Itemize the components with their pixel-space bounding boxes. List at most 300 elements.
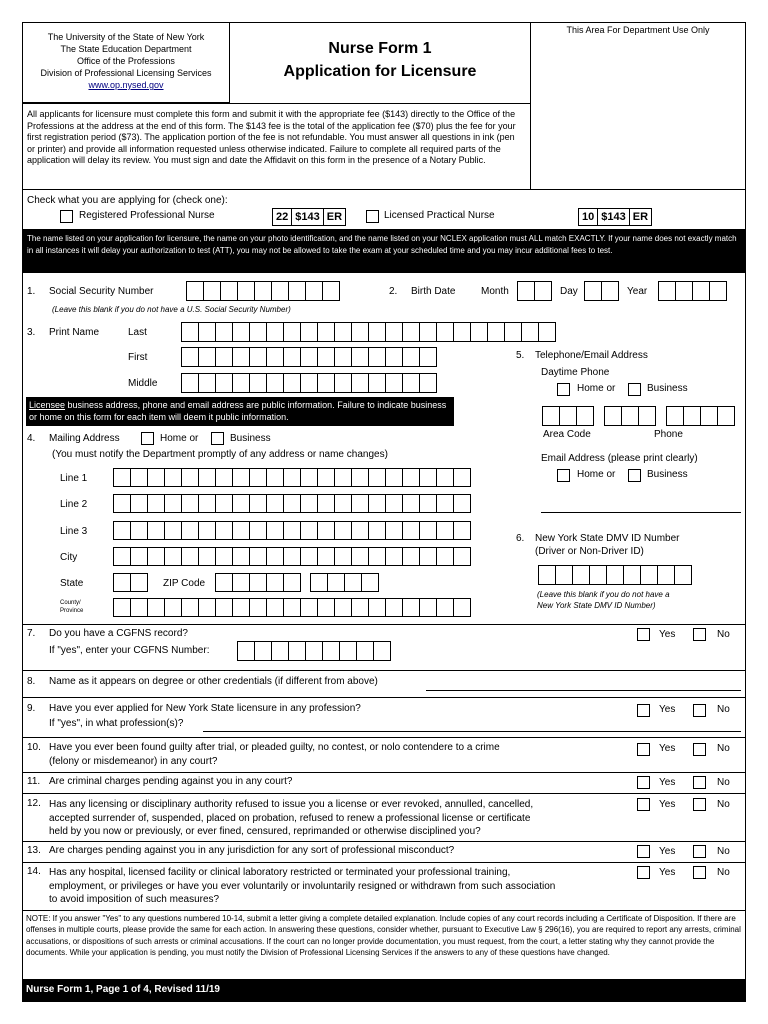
- county-boxes[interactable]: [113, 598, 471, 617]
- char-box[interactable]: [283, 521, 301, 540]
- char-box[interactable]: [368, 347, 386, 367]
- area-code-boxes[interactable]: [542, 406, 594, 426]
- char-box[interactable]: [113, 598, 131, 617]
- char-box[interactable]: [232, 494, 250, 513]
- char-box[interactable]: [666, 406, 684, 426]
- char-box[interactable]: [198, 547, 216, 566]
- char-box[interactable]: [453, 521, 471, 540]
- char-box[interactable]: [368, 373, 386, 393]
- char-box[interactable]: [334, 347, 352, 367]
- q10-yes-label: Yes: [659, 743, 676, 754]
- char-box[interactable]: [572, 565, 590, 585]
- agency-line: The State Education Department: [60, 44, 192, 54]
- zip5-boxes[interactable]: [215, 573, 301, 592]
- char-box[interactable]: [181, 322, 199, 342]
- char-box[interactable]: [351, 494, 369, 513]
- zip4-boxes[interactable]: [310, 573, 379, 592]
- q12-yes-checkbox[interactable]: [637, 798, 650, 811]
- char-box[interactable]: [453, 494, 471, 513]
- q9-input-line[interactable]: [203, 731, 741, 732]
- char-box[interactable]: [203, 281, 221, 301]
- char-box[interactable]: [334, 468, 352, 487]
- address-line3-boxes[interactable]: [113, 521, 471, 540]
- char-box[interactable]: [215, 521, 233, 540]
- q11-no-checkbox[interactable]: [693, 776, 706, 789]
- char-box[interactable]: [266, 598, 284, 617]
- middle-name-boxes[interactable]: [181, 373, 437, 393]
- char-box[interactable]: [555, 565, 573, 585]
- char-box[interactable]: [113, 494, 131, 513]
- char-box[interactable]: [198, 494, 216, 513]
- phone-home-label: Home or: [577, 383, 616, 394]
- char-box[interactable]: [283, 494, 301, 513]
- q9-sub: If "yes", in what profession(s)?: [49, 718, 184, 729]
- char-box[interactable]: [300, 322, 318, 342]
- char-box[interactable]: [283, 373, 301, 393]
- char-box[interactable]: [249, 468, 267, 487]
- q7-sub: If "yes", enter your CGFNS Number:: [49, 645, 210, 656]
- char-box[interactable]: [271, 281, 289, 301]
- char-box[interactable]: [436, 494, 454, 513]
- char-box[interactable]: [402, 598, 420, 617]
- char-box[interactable]: [385, 322, 403, 342]
- year-label: Year: [627, 286, 648, 297]
- char-box[interactable]: [317, 373, 335, 393]
- q14-yes-label: Yes: [659, 867, 676, 878]
- char-box[interactable]: [215, 547, 233, 566]
- phone-home-checkbox[interactable]: [557, 383, 570, 396]
- q13-yes-label: Yes: [659, 846, 676, 857]
- char-box[interactable]: [385, 373, 403, 393]
- char-box[interactable]: [181, 468, 199, 487]
- char-box[interactable]: [317, 494, 335, 513]
- char-box[interactable]: [271, 641, 289, 661]
- email-input-line[interactable]: [541, 512, 741, 513]
- char-box[interactable]: [368, 598, 386, 617]
- char-box[interactable]: [339, 641, 357, 661]
- char-box[interactable]: [419, 521, 437, 540]
- char-box[interactable]: [232, 598, 250, 617]
- q13-yes-checkbox[interactable]: [637, 845, 650, 858]
- char-box[interactable]: [334, 598, 352, 617]
- char-box[interactable]: [300, 547, 318, 566]
- char-box[interactable]: [215, 598, 233, 617]
- char-box[interactable]: [232, 573, 250, 592]
- first-name-boxes[interactable]: [181, 347, 437, 367]
- char-box[interactable]: [334, 373, 352, 393]
- char-box[interactable]: [300, 347, 318, 367]
- q12-no-label: No: [717, 799, 730, 810]
- char-box[interactable]: [266, 373, 284, 393]
- char-box[interactable]: [385, 521, 403, 540]
- char-box[interactable]: [419, 373, 437, 393]
- q1-note: (Leave this blank if you do not have a U.S. Social Security Number): [52, 305, 291, 314]
- dmv-id-boxes[interactable]: [538, 565, 692, 585]
- char-box[interactable]: [674, 565, 692, 585]
- city-boxes[interactable]: [113, 547, 471, 566]
- divider: [22, 670, 746, 671]
- char-box[interactable]: [130, 573, 148, 592]
- char-box[interactable]: [266, 347, 284, 367]
- phone-label: Phone: [654, 429, 683, 440]
- char-box[interactable]: [237, 641, 255, 661]
- char-box[interactable]: [198, 521, 216, 540]
- char-box[interactable]: [606, 565, 624, 585]
- char-box[interactable]: [368, 547, 386, 566]
- char-box[interactable]: [215, 373, 233, 393]
- char-box[interactable]: [164, 468, 182, 487]
- char-box[interactable]: [283, 598, 301, 617]
- zip-label: ZIP Code: [163, 578, 206, 589]
- char-box[interactable]: [147, 598, 165, 617]
- rn-checkbox[interactable]: [60, 210, 73, 223]
- year-boxes[interactable]: [658, 281, 727, 301]
- char-box[interactable]: [402, 521, 420, 540]
- char-box[interactable]: [402, 494, 420, 513]
- lpn-fee-code: [578, 208, 652, 226]
- q3-num: 3.: [27, 327, 36, 338]
- char-box[interactable]: [317, 322, 335, 342]
- char-box[interactable]: [283, 547, 301, 566]
- char-box[interactable]: [198, 468, 216, 487]
- char-box[interactable]: [249, 494, 267, 513]
- q10-yes-checkbox[interactable]: [637, 743, 650, 756]
- char-box[interactable]: [453, 322, 471, 342]
- q12-no-checkbox[interactable]: [693, 798, 706, 811]
- char-box[interactable]: [288, 641, 306, 661]
- char-box[interactable]: [351, 468, 369, 487]
- char-box[interactable]: [453, 598, 471, 617]
- char-box[interactable]: [385, 347, 403, 367]
- char-box[interactable]: [147, 494, 165, 513]
- char-box[interactable]: [436, 468, 454, 487]
- q10-no-checkbox[interactable]: [693, 743, 706, 756]
- line3-label: Line 3: [60, 526, 88, 537]
- day-boxes[interactable]: [584, 281, 619, 301]
- char-box[interactable]: [266, 468, 284, 487]
- q7-yes-checkbox[interactable]: [637, 628, 650, 641]
- char-box[interactable]: [402, 347, 420, 367]
- licensee-word: Licensee: [29, 400, 66, 410]
- q12-line: held by you now or previously, or ever fined, censured, reprimanded or otherwise disciplined you?: [49, 826, 481, 837]
- email-business-checkbox[interactable]: [628, 469, 641, 482]
- char-box[interactable]: [419, 322, 437, 342]
- last-name-boxes[interactable]: [181, 322, 556, 342]
- char-box[interactable]: [266, 573, 284, 592]
- char-box[interactable]: [300, 468, 318, 487]
- char-box[interactable]: [249, 347, 267, 367]
- char-box[interactable]: [419, 468, 437, 487]
- char-box[interactable]: [640, 565, 658, 585]
- char-box[interactable]: [215, 468, 233, 487]
- char-box[interactable]: [436, 521, 454, 540]
- char-box[interactable]: [351, 373, 369, 393]
- q6-label: New York State DMV ID Number: [535, 533, 680, 544]
- char-box[interactable]: [317, 598, 335, 617]
- char-box[interactable]: [322, 641, 340, 661]
- char-box[interactable]: [576, 406, 594, 426]
- char-box[interactable]: [266, 547, 284, 566]
- char-box[interactable]: [288, 281, 306, 301]
- char-box[interactable]: [300, 598, 318, 617]
- char-box[interactable]: [559, 406, 577, 426]
- q7-no-label: No: [717, 629, 730, 640]
- char-box[interactable]: [334, 494, 352, 513]
- q11-yes-checkbox[interactable]: [637, 776, 650, 789]
- char-box[interactable]: [130, 494, 148, 513]
- char-box[interactable]: [658, 281, 676, 301]
- q10-text: Have you ever been found guilty after trial, or pleaded guilty, no contest, or nolo contendere to a crime: [49, 742, 500, 753]
- char-box[interactable]: [692, 281, 710, 301]
- q13-no-checkbox[interactable]: [693, 845, 706, 858]
- char-box[interactable]: [317, 347, 335, 367]
- char-box[interactable]: [385, 547, 403, 566]
- char-box[interactable]: [402, 373, 420, 393]
- char-box[interactable]: [717, 406, 735, 426]
- char-box[interactable]: [254, 641, 272, 661]
- char-box[interactable]: [419, 347, 437, 367]
- char-box[interactable]: [181, 521, 199, 540]
- char-box[interactable]: [351, 322, 369, 342]
- char-box[interactable]: [300, 373, 318, 393]
- char-box[interactable]: [254, 281, 272, 301]
- char-box[interactable]: [517, 281, 535, 301]
- char-box[interactable]: [249, 573, 267, 592]
- char-box[interactable]: [542, 406, 560, 426]
- phone-business-checkbox[interactable]: [628, 383, 641, 396]
- q9-no-checkbox[interactable]: [693, 704, 706, 717]
- char-box[interactable]: [317, 468, 335, 487]
- char-box[interactable]: [504, 322, 522, 342]
- char-box[interactable]: [709, 281, 727, 301]
- char-box[interactable]: [683, 406, 701, 426]
- char-box[interactable]: [232, 347, 250, 367]
- char-box[interactable]: [351, 347, 369, 367]
- char-box[interactable]: [419, 598, 437, 617]
- cgfns-boxes[interactable]: [237, 641, 391, 661]
- apply-prompt: Check what you are applying for (check one):: [27, 195, 228, 206]
- q11-yes-label: Yes: [659, 777, 676, 788]
- char-box[interactable]: [368, 322, 386, 342]
- char-box[interactable]: [198, 598, 216, 617]
- char-box[interactable]: [601, 281, 619, 301]
- char-box[interactable]: [453, 468, 471, 487]
- char-box[interactable]: [334, 521, 352, 540]
- char-box[interactable]: [351, 521, 369, 540]
- char-box[interactable]: [351, 547, 369, 566]
- char-box[interactable]: [361, 573, 379, 592]
- char-box[interactable]: [215, 494, 233, 513]
- char-box[interactable]: [232, 373, 250, 393]
- q14-no-checkbox[interactable]: [693, 866, 706, 879]
- char-box[interactable]: [538, 322, 556, 342]
- char-box[interactable]: [344, 573, 362, 592]
- lpn-checkbox[interactable]: [366, 210, 379, 223]
- address-line1-boxes[interactable]: [113, 468, 471, 487]
- char-box[interactable]: [402, 322, 420, 342]
- char-box[interactable]: [368, 521, 386, 540]
- month-label: Month: [481, 286, 509, 297]
- char-box[interactable]: [249, 521, 267, 540]
- char-box[interactable]: [385, 494, 403, 513]
- char-box[interactable]: [436, 598, 454, 617]
- rn-fee-code: [272, 208, 346, 226]
- char-box[interactable]: [334, 547, 352, 566]
- char-box[interactable]: [300, 521, 318, 540]
- char-box[interactable]: [356, 641, 374, 661]
- q12-line: accepted surrender of, suspended, placed on probation, refused to renew a professional license or certificate: [49, 812, 531, 824]
- char-box[interactable]: [453, 547, 471, 566]
- char-box[interactable]: [521, 322, 539, 342]
- phone-prefix-boxes[interactable]: [604, 406, 656, 426]
- state-boxes[interactable]: [113, 573, 148, 592]
- q6-note-line: (Leave this blank if you do not have a: [537, 590, 670, 599]
- char-box[interactable]: [584, 281, 602, 301]
- address-line2-boxes[interactable]: [113, 494, 471, 513]
- char-box[interactable]: [164, 494, 182, 513]
- email-label: Email Address (please print clearly): [541, 453, 698, 464]
- month-boxes[interactable]: [517, 281, 552, 301]
- char-box[interactable]: [181, 373, 199, 393]
- char-box[interactable]: [385, 468, 403, 487]
- q9-yes-checkbox[interactable]: [637, 704, 650, 717]
- mail-business-label: Business: [230, 433, 271, 444]
- char-box[interactable]: [700, 406, 718, 426]
- char-box[interactable]: [657, 565, 675, 585]
- char-box[interactable]: [164, 547, 182, 566]
- char-box[interactable]: [266, 322, 284, 342]
- q7-no-checkbox[interactable]: [693, 628, 706, 641]
- mail-home-checkbox[interactable]: [141, 432, 154, 445]
- ssn-boxes[interactable]: [186, 281, 340, 301]
- char-box[interactable]: [604, 406, 622, 426]
- char-box[interactable]: [675, 281, 693, 301]
- char-box[interactable]: [470, 322, 488, 342]
- char-box[interactable]: [283, 573, 301, 592]
- char-box[interactable]: [419, 494, 437, 513]
- char-box[interactable]: [181, 347, 199, 367]
- q9-no-label: No: [717, 704, 730, 715]
- char-box[interactable]: [402, 468, 420, 487]
- char-box[interactable]: [215, 573, 233, 592]
- char-box[interactable]: [534, 281, 552, 301]
- char-box[interactable]: [283, 347, 301, 367]
- agency-block: [24, 31, 228, 91]
- char-box[interactable]: [232, 322, 250, 342]
- char-box[interactable]: [164, 598, 182, 617]
- char-box[interactable]: [147, 468, 165, 487]
- char-box[interactable]: [198, 347, 216, 367]
- phone-line-boxes[interactable]: [666, 406, 735, 426]
- code-cell: 22: [273, 209, 292, 225]
- char-box[interactable]: [638, 406, 656, 426]
- char-box[interactable]: [113, 468, 131, 487]
- char-box[interactable]: [130, 468, 148, 487]
- footer-bar: Nurse Form 1, Page 1 of 4, Revised 11/19: [22, 979, 746, 1002]
- char-box[interactable]: [419, 547, 437, 566]
- county-label: [60, 599, 83, 615]
- char-box[interactable]: [373, 641, 391, 661]
- char-box[interactable]: [266, 494, 284, 513]
- mail-business-checkbox[interactable]: [211, 432, 224, 445]
- char-box[interactable]: [181, 494, 199, 513]
- char-box[interactable]: [300, 494, 318, 513]
- char-box[interactable]: [232, 468, 250, 487]
- website-link[interactable]: www.op.nysed.gov: [88, 80, 164, 90]
- char-box[interactable]: [334, 322, 352, 342]
- char-box[interactable]: [198, 373, 216, 393]
- char-box[interactable]: [198, 322, 216, 342]
- q10-sub: (felony or misdemeanor) in any court?: [49, 756, 218, 767]
- char-box[interactable]: [623, 565, 641, 585]
- char-box[interactable]: [164, 521, 182, 540]
- char-box[interactable]: [305, 641, 323, 661]
- q1-num: 1.: [27, 286, 36, 297]
- char-box[interactable]: [317, 521, 335, 540]
- char-box[interactable]: [283, 322, 301, 342]
- char-box[interactable]: [368, 494, 386, 513]
- char-box[interactable]: [130, 547, 148, 566]
- char-box[interactable]: [368, 468, 386, 487]
- q6-num: 6.: [516, 533, 525, 544]
- char-box[interactable]: [215, 322, 233, 342]
- char-box[interactable]: [147, 547, 165, 566]
- char-box[interactable]: [487, 322, 505, 342]
- char-box[interactable]: [249, 322, 267, 342]
- char-box[interactable]: [113, 547, 131, 566]
- char-box[interactable]: [237, 281, 255, 301]
- char-box[interactable]: [589, 565, 607, 585]
- char-box[interactable]: [402, 547, 420, 566]
- char-box[interactable]: [181, 547, 199, 566]
- char-box[interactable]: [249, 373, 267, 393]
- char-box[interactable]: [232, 547, 250, 566]
- char-box[interactable]: [322, 281, 340, 301]
- char-box[interactable]: [266, 521, 284, 540]
- q14-text: [49, 866, 555, 907]
- char-box[interactable]: [436, 322, 454, 342]
- char-box[interactable]: [621, 406, 639, 426]
- char-box[interactable]: [186, 281, 204, 301]
- q8-input-line[interactable]: [426, 690, 741, 691]
- q13-num: 13.: [27, 845, 41, 856]
- char-box[interactable]: [538, 565, 556, 585]
- char-box[interactable]: [220, 281, 238, 301]
- char-box[interactable]: [147, 521, 165, 540]
- char-box[interactable]: [249, 547, 267, 566]
- char-box[interactable]: [215, 347, 233, 367]
- char-box[interactable]: [310, 573, 328, 592]
- char-box[interactable]: [181, 598, 199, 617]
- char-box[interactable]: [249, 598, 267, 617]
- char-box[interactable]: [305, 281, 323, 301]
- char-box[interactable]: [436, 547, 454, 566]
- char-box[interactable]: [385, 598, 403, 617]
- char-box[interactable]: [327, 573, 345, 592]
- char-box[interactable]: [317, 547, 335, 566]
- char-box[interactable]: [113, 573, 131, 592]
- char-box[interactable]: [130, 521, 148, 540]
- char-box[interactable]: [130, 598, 148, 617]
- char-box[interactable]: [113, 521, 131, 540]
- char-box[interactable]: [351, 598, 369, 617]
- q11-text: Are criminal charges pending against you in any court?: [49, 776, 293, 787]
- q14-yes-checkbox[interactable]: [637, 866, 650, 879]
- divider: [22, 910, 746, 911]
- email-home-checkbox[interactable]: [557, 469, 570, 482]
- char-box[interactable]: [283, 468, 301, 487]
- char-box[interactable]: [232, 521, 250, 540]
